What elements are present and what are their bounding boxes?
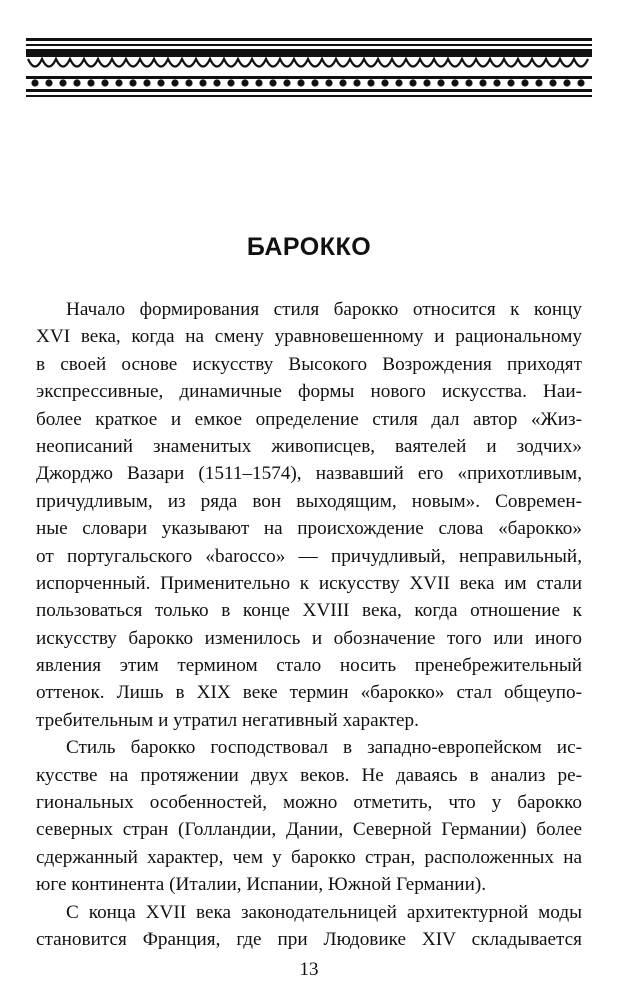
text-line: искусству барокко изменилось и обозначение того или иного [36,627,582,649]
page-number: 13 [299,959,319,980]
text-line: пользоваться только в конце XVIII века, когда отношение к [36,600,582,622]
text-line: С конца XVII века законодательницей архитектурной моды [66,901,582,923]
chapter-title: БАРОККО [246,233,372,261]
text-line: ные словари указывают на происхождение слова «барокко» [36,518,582,540]
text-line: оттенок. Лишь в XIX веке термин «барокко» стал общеупо- [36,682,582,704]
text-line: причудливым, из ряда вон выходящим, новым». Современ- [36,490,582,512]
body-text [36,296,582,953]
text-line: от португальского «barocco» — причудливый, неправильный, [36,545,582,567]
text-line: экспрессивные, динамичные формы нового искусства. Наи- [36,381,582,403]
text-line: гиональных особенностей, можно отметить, что у барокко [36,792,582,814]
text-line: сдержанный характер, чем у барокко стран, расположенных на [36,846,582,868]
text-line: более краткое и емкое определение стиля дал автор «Жиз- [36,408,582,430]
text-line: XVI века, когда на смену уравновешенному и рациональному [36,326,582,348]
text-line: кусстве на протяжении двух веков. Не даваясь в анализ ре- [36,764,582,786]
text-line: Начало формирования стиля барокко относится к концу [66,299,582,320]
text-line: северных стран (Голландии, Дании, Северной Германии) более [36,819,582,841]
text-line: Стиль барокко господствовал в западно-европейском ис- [66,737,582,759]
text-line: Джорджо Вазари (1511–1574), назвавший его «прихотливым, [36,463,582,485]
text-line: требительным и утратил негативный характер. [36,709,419,731]
text-line: явления этим термином стало носить пренебрежительный [36,655,582,677]
text-line: становится Франция, где при Людовике XIV складывается [36,928,582,950]
decorative-header-border-icon [26,38,592,100]
text-line: неописаний знаменитых живописцев, ваятелей и зодчих» [36,435,582,457]
text-line: испорченный. Применительно к искусству XVII века им стали [36,572,582,594]
text-line: юге континента (Италии, Испании, Южной Германии). [36,874,487,896]
text-line: в своей основе искусству Высокого Возрождения приходят [36,353,582,375]
